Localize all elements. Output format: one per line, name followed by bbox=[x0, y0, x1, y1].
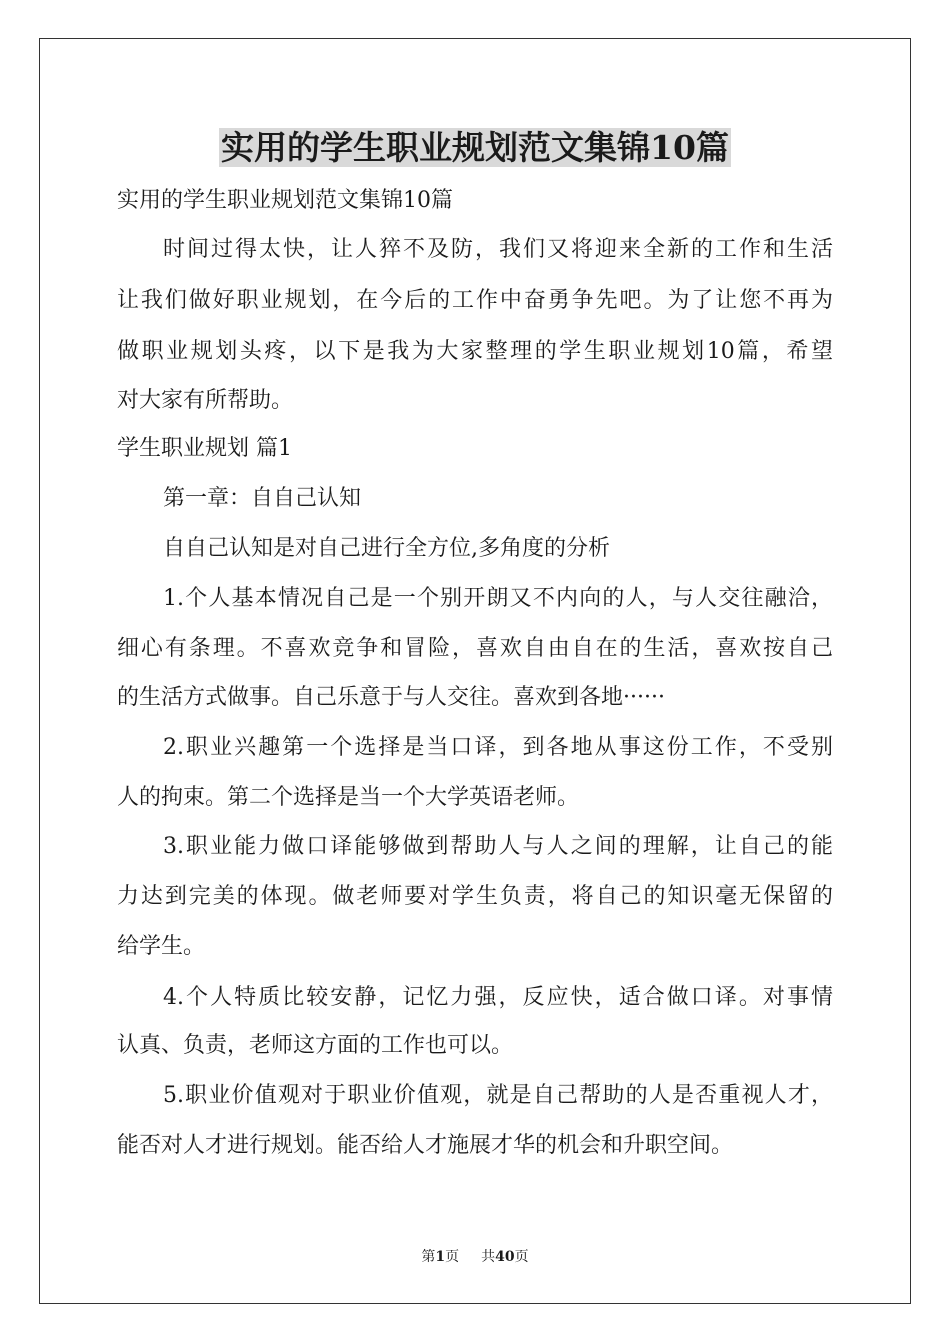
chapter-heading: 第一章：自自己认知 bbox=[163, 486, 362, 511]
item1-line-3: 的生活方式做事。自己乐意于与人交往。喜欢到各地······ bbox=[117, 685, 665, 710]
page-footer bbox=[0, 1248, 950, 1266]
footer-total-pages: 40 bbox=[495, 1249, 515, 1265]
item5-line-2: 能否对人才进行规划。能否给人才施展才华的机会和升职空间。 bbox=[117, 1133, 734, 1158]
item3-line-2: 力达到完美的体现。做老师要对学生负责，将自己的知识毫无保留的 bbox=[117, 884, 833, 909]
page-border bbox=[39, 38, 911, 1304]
item3-line-3: 给学生。 bbox=[117, 934, 206, 959]
footer-page-suffix: 页 bbox=[445, 1249, 460, 1265]
document-title-text: 实用的学生职业规划范文集锦10篇 bbox=[221, 128, 729, 167]
subtitle-line: 实用的学生职业规划范文集锦10篇 bbox=[117, 188, 453, 213]
item2-line-2: 人的拘束。第二个选择是当一个大学英语老师。 bbox=[117, 785, 580, 810]
footer-page-prefix: 第 bbox=[421, 1249, 436, 1265]
intro-line-2: 让我们做好职业规划，在今后的工作中奋勇争先吧。为了让您不再为 bbox=[117, 288, 833, 313]
intro-line-3: 做职业规划头疼，以下是我为大家整理的学生职业规划10篇，希望 bbox=[117, 339, 833, 364]
item3-line-1: 3.职业能力做口译能够做到帮助人与人之间的理解，让自己的能 bbox=[163, 834, 833, 859]
intro-line-4: 对大家有所帮助。 bbox=[117, 388, 294, 413]
item1-line-1: 1.个人基本情况自己是一个别开朗又不内向的人，与人交往融洽， bbox=[163, 586, 833, 611]
section-heading: 学生职业规划 篇1 bbox=[117, 436, 292, 461]
item2-line-1: 2.职业兴趣第一个选择是当口译，到各地从事这份工作，不受别 bbox=[163, 735, 833, 760]
intro-line-1: 时间过得太快，让人猝不及防，我们又将迎来全新的工作和生活 bbox=[163, 237, 833, 262]
item4-line-1: 4.个人特质比较安静，记忆力强，反应快，适合做口译。对事情 bbox=[163, 985, 833, 1010]
chapter-intro: 自自己认知是对自己进行全方位,多角度的分析 bbox=[163, 536, 610, 561]
item5-line-1: 5.职业价值观对于职业价值观，就是自己帮助的人是否重视人才， bbox=[163, 1083, 833, 1108]
item1-line-2: 细心有条理。不喜欢竞争和冒险，喜欢自由自在的生活，喜欢按自己 bbox=[117, 636, 833, 661]
item4-line-2: 认真、负责，老师这方面的工作也可以。 bbox=[117, 1033, 514, 1058]
footer-total-suffix: 页 bbox=[514, 1249, 529, 1265]
document-title bbox=[0, 122, 950, 174]
footer-page-number: 1 bbox=[435, 1249, 446, 1265]
footer-total-prefix: 共 bbox=[481, 1249, 496, 1265]
